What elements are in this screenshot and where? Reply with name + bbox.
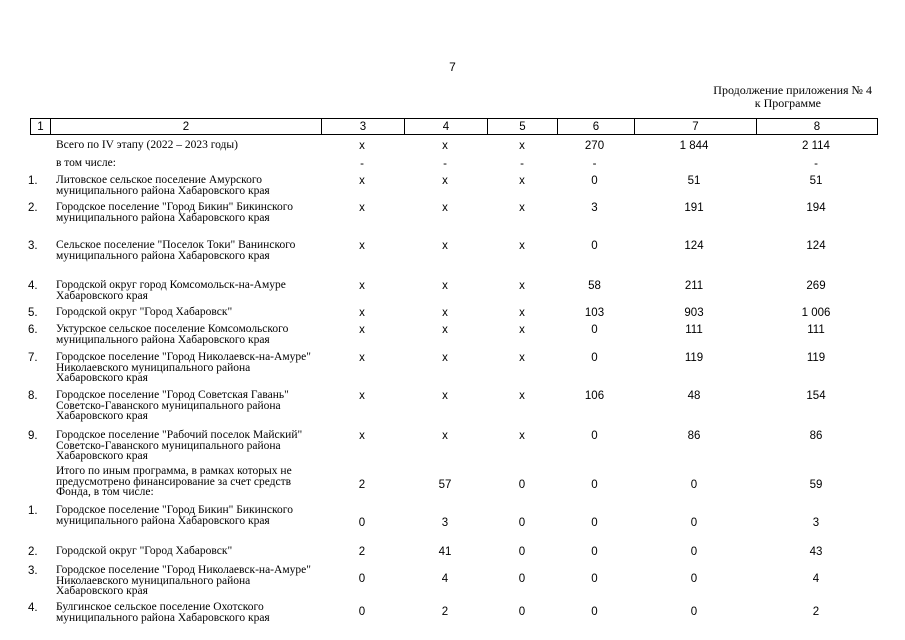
cell-col-8: 269 — [806, 280, 826, 292]
cell-col-3: x — [359, 390, 365, 402]
cell-col-5: x — [519, 390, 525, 402]
cell-col-4: x — [442, 175, 448, 187]
cell-col-5: x — [519, 352, 525, 364]
row-name: Городской округ "Город Хабаровск" — [56, 306, 233, 318]
cell-col-5: 0 — [518, 546, 526, 558]
cell-col-7: 48 — [687, 390, 701, 402]
cell-col-6: 0 — [591, 479, 598, 491]
cell-col-6: 106 — [584, 390, 605, 402]
cell-col-8: 154 — [806, 390, 826, 402]
cell-col-6: 270 — [584, 140, 605, 152]
cell-col-3: x — [359, 240, 365, 252]
cell-col-3: x — [359, 430, 365, 442]
cell-col-5: x — [519, 307, 525, 319]
cell-col-3: 0 — [358, 573, 366, 585]
cell-col-3: - — [360, 158, 364, 170]
cell-col-7: 111 — [685, 324, 703, 336]
cell-col-3: 0 — [358, 517, 366, 529]
column-number: 3 — [322, 119, 405, 135]
cell-col-5: x — [519, 430, 525, 442]
cell-col-5: x — [519, 175, 525, 187]
cell-col-8: 2 114 — [802, 140, 830, 152]
cell-col-5: x — [519, 324, 525, 336]
cell-col-4: 4 — [441, 573, 449, 585]
row-name: Городское поселение "Рабочий поселок Майский" Советско-Гаванского муниципального района Хабаровского края — [56, 429, 303, 462]
cell-col-3: x — [359, 280, 365, 292]
cell-col-7: 903 — [684, 307, 704, 319]
column-number: 2 — [51, 119, 322, 135]
cell-col-7: 0 — [690, 517, 698, 529]
row-name: в том числе: — [56, 157, 116, 169]
row-name: Городское поселение "Город Николаевск-на-Амуре" Николаевского муниципального района Хабаровского края — [56, 564, 311, 597]
cell-col-8: 59 — [809, 479, 823, 491]
cell-col-6: 0 — [591, 240, 598, 252]
column-number: 7 — [635, 119, 757, 135]
page-number: 7 — [449, 60, 456, 74]
cell-col-5: 0 — [518, 479, 526, 491]
cell-col-7: 0 — [690, 479, 698, 491]
row-number: 2. — [28, 202, 38, 214]
cell-col-6: 0 — [591, 517, 598, 529]
cell-col-4: x — [442, 307, 448, 319]
row-number: 5. — [28, 307, 38, 319]
column-number: 1 — [31, 119, 51, 135]
cell-col-7: 124 — [684, 240, 704, 252]
cell-col-8: 86 — [809, 430, 823, 442]
row-name: Литовское сельское поселение Амурского муниципального района Хабаровского края — [56, 174, 270, 197]
cell-col-8: 1 006 — [801, 307, 831, 319]
cell-col-7: 0 — [690, 606, 698, 618]
row-name: Городской округ "Город Хабаровск" — [56, 545, 233, 557]
row-number: 8. — [28, 390, 38, 402]
cell-col-5: x — [519, 140, 525, 152]
cell-col-6: 0 — [591, 175, 598, 187]
row-name: Итого по иным программа, в рамках которых не предусмотрено финансирование за счет средств Фонда, в том числе: — [56, 465, 292, 498]
cell-col-4: x — [442, 280, 448, 292]
cell-col-4: x — [442, 390, 448, 402]
appendix-line-1: Продолжение приложения № 4 — [713, 83, 872, 97]
cell-col-8: 51 — [809, 175, 823, 187]
row-number: 9. — [28, 430, 38, 442]
row-number: 4. — [28, 602, 38, 614]
cell-col-3: 2 — [358, 479, 366, 491]
cell-col-3: x — [359, 202, 365, 214]
cell-col-7: 51 — [687, 175, 701, 187]
cell-col-3: x — [359, 175, 365, 187]
row-number: 3. — [28, 565, 38, 577]
appendix-note — [600, 84, 872, 110]
cell-col-3: 0 — [358, 606, 366, 618]
cell-col-8: - — [814, 158, 818, 170]
cell-col-5: x — [519, 202, 525, 214]
cell-col-6: 0 — [591, 352, 598, 364]
cell-col-8: 111 — [807, 324, 825, 336]
cell-col-8: 194 — [806, 202, 826, 214]
cell-col-8: 43 — [809, 546, 823, 558]
cell-col-6: - — [592, 158, 597, 170]
row-number: 4. — [28, 280, 38, 292]
cell-col-5: x — [519, 240, 525, 252]
cell-col-4: x — [442, 430, 448, 442]
cell-col-3: x — [359, 307, 365, 319]
cell-col-6: 0 — [591, 324, 598, 336]
cell-col-7: 211 — [684, 280, 704, 292]
cell-col-7: 0 — [690, 546, 698, 558]
cell-col-8: 4 — [812, 573, 820, 585]
cell-col-4: 2 — [441, 606, 449, 618]
cell-col-6: 0 — [591, 606, 598, 618]
cell-col-7: 86 — [687, 430, 701, 442]
cell-col-5: 0 — [518, 573, 526, 585]
cell-col-7: 0 — [690, 573, 698, 585]
row-number: 1. — [28, 505, 38, 517]
cell-col-6: 58 — [588, 280, 601, 292]
row-name: Городское поселение "Город Николаевск-на-Амуре" Николаевского муниципального района Хабаровского края — [56, 351, 311, 384]
cell-col-4: x — [442, 352, 448, 364]
row-number: 2. — [28, 546, 38, 558]
row-number: 1. — [28, 175, 38, 187]
cell-col-6: 0 — [591, 430, 598, 442]
row-name: Всего по IV этапу (2022 – 2023 годы) — [56, 139, 238, 151]
cell-col-4: x — [442, 202, 448, 214]
cell-col-4: 41 — [438, 546, 452, 558]
cell-col-5: x — [519, 280, 525, 292]
cell-col-6: 103 — [584, 307, 605, 319]
row-name: Городское поселение "Город Советская Гавань" Советско-Гаванского муниципального района Хабаровского края — [56, 389, 289, 422]
cell-col-4: x — [442, 324, 448, 336]
cell-col-5: - — [520, 158, 524, 170]
cell-col-7: 119 — [684, 352, 704, 364]
column-number: 6 — [558, 119, 635, 135]
row-name: Городской округ город Комсомольск-на-Амуре Хабаровского края — [56, 279, 286, 302]
cell-col-6: 0 — [591, 573, 598, 585]
column-number: 4 — [405, 119, 488, 135]
cell-col-8: 119 — [806, 352, 826, 364]
cell-col-8: 3 — [812, 517, 820, 529]
cell-col-5: 0 — [518, 606, 526, 618]
cell-col-3: x — [359, 352, 365, 364]
cell-col-4: x — [442, 140, 448, 152]
row-name: Городское поселение "Город Бикин" Бикинского муниципального района Хабаровского края — [56, 201, 293, 224]
cell-col-4: 3 — [441, 517, 449, 529]
cell-col-4: 57 — [438, 479, 452, 491]
column-number-header — [30, 118, 878, 135]
cell-col-7: 1 844 — [679, 140, 709, 152]
cell-col-3: x — [359, 324, 365, 336]
cell-col-6: 0 — [591, 546, 598, 558]
row-number: 6. — [28, 324, 38, 336]
cell-col-6: 3 — [591, 202, 598, 214]
cell-col-8: 124 — [806, 240, 826, 252]
cell-col-4: - — [443, 158, 447, 170]
row-name: Булгинское сельское поселение Охотского муниципального района Хабаровского края — [56, 601, 270, 624]
cell-col-5: 0 — [518, 517, 526, 529]
row-name: Городское поселение "Город Бикин" Бикинского муниципального района Хабаровского края — [56, 504, 293, 527]
cell-col-7: 191 — [684, 202, 704, 214]
cell-col-8: 2 — [812, 606, 820, 618]
row-name: Уктурское сельское поселение Комсомольского муниципального района Хабаровского края — [56, 323, 289, 346]
appendix-line-2: к Программе — [754, 96, 821, 110]
column-number: 5 — [488, 119, 558, 135]
column-number: 8 — [757, 119, 878, 135]
cell-col-4: x — [442, 240, 448, 252]
row-number: 3. — [28, 240, 38, 252]
row-number: 7. — [28, 352, 38, 364]
cell-col-3: x — [359, 140, 365, 152]
cell-col-3: 2 — [358, 546, 366, 558]
row-name: Сельское поселение "Поселок Токи" Ванинского муниципального района Хабаровского края — [56, 239, 296, 262]
